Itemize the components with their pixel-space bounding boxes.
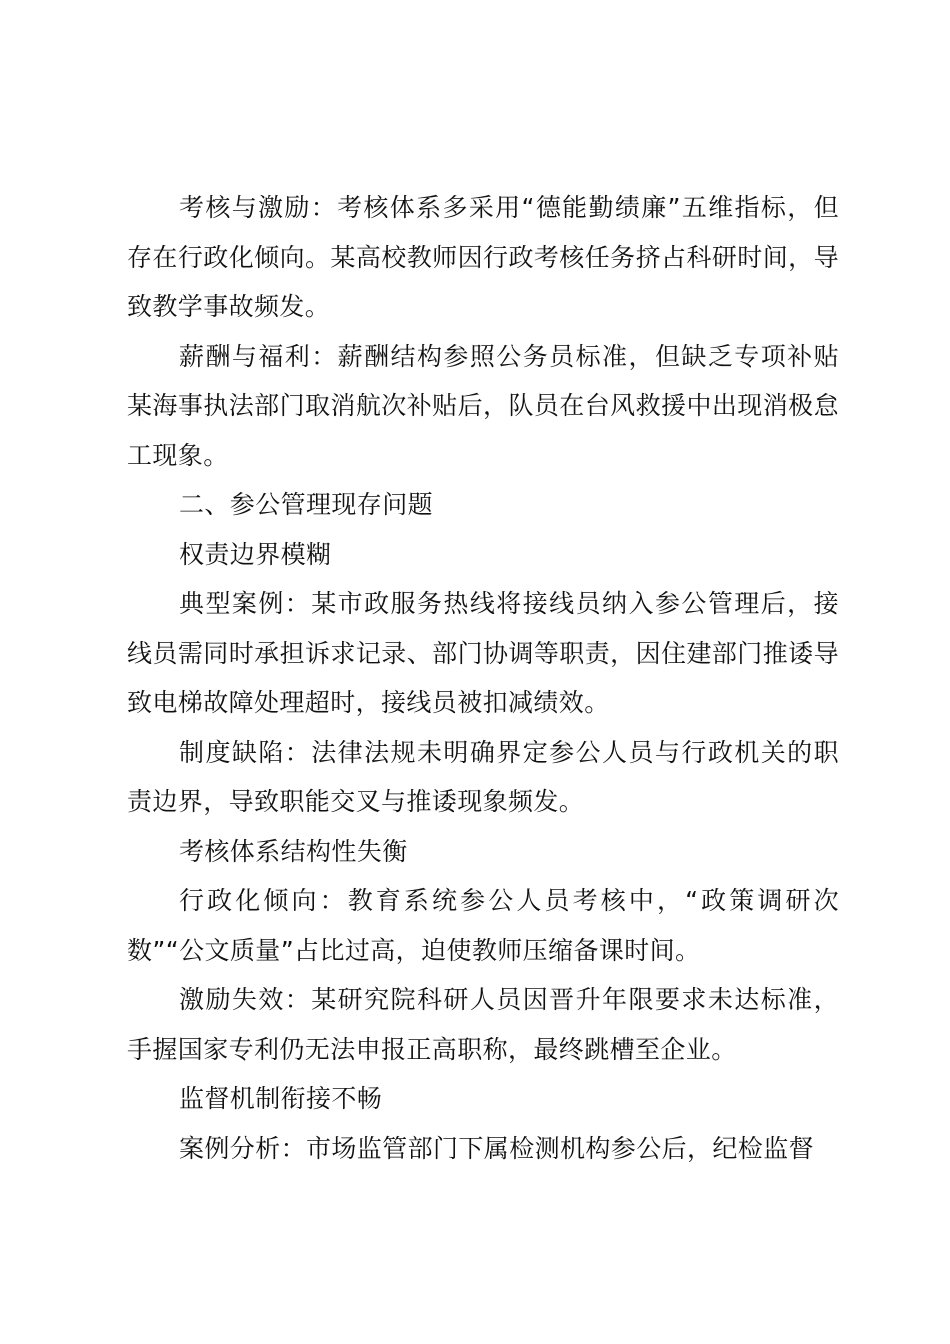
paragraph-typical-case: 典型案例：某市政服务热线将接线员纳入参公管理后，接线员需同时承担诉求记录、部门协调等职责，因住建部门推诿导致电梯故障处理超时，接线员被扣减绩效。 [127,589,839,717]
paragraph-incentive-failure: 激励失效：某研究院科研人员因晋升年限要求未达标准，手握国家专利仍无法申报正高职称，最终跳槽至企业。 [127,985,839,1064]
paragraph-assessment-incentive: 考核与激励：考核体系多采用“德能勤绩廉”五维指标，但存在行政化倾向。某高校教师因行政考核任务挤占科研时间，导致教学事故频发。 [127,193,839,321]
subheading-assessment-imbalance: 考核体系结构性失衡 [179,836,408,866]
document-body [127,183,839,1173]
section-heading-existing-problems: 二、参公管理现存问题 [179,490,434,519]
paragraph-system-defect: 制度缺陷：法律法规未明确界定参公人员与行政机关的职责边界，导致职能交叉与推诿现象频发。 [127,737,839,816]
paragraph-administrative-tendency: 行政化倾向：教育系统参公人员考核中，“政策调研次数”“公文质量”占比过高，迫使教师压缩备课时间。 [127,886,839,965]
subheading-supervision-mechanism: 监督机制衔接不畅 [179,1084,383,1113]
subheading-responsibility-boundary: 权责边界模糊 [179,539,332,569]
paragraph-salary-welfare: 薪酬与福利：薪酬结构参照公务员标准，但缺乏专项补贴某海事执法部门取消航次补贴后，队员在台风救援中出现消极怠工现象。 [127,341,839,470]
paragraph-case-analysis: 案例分析：市场监管部门下属检测机构参公后，纪检监督 [179,1133,815,1163]
